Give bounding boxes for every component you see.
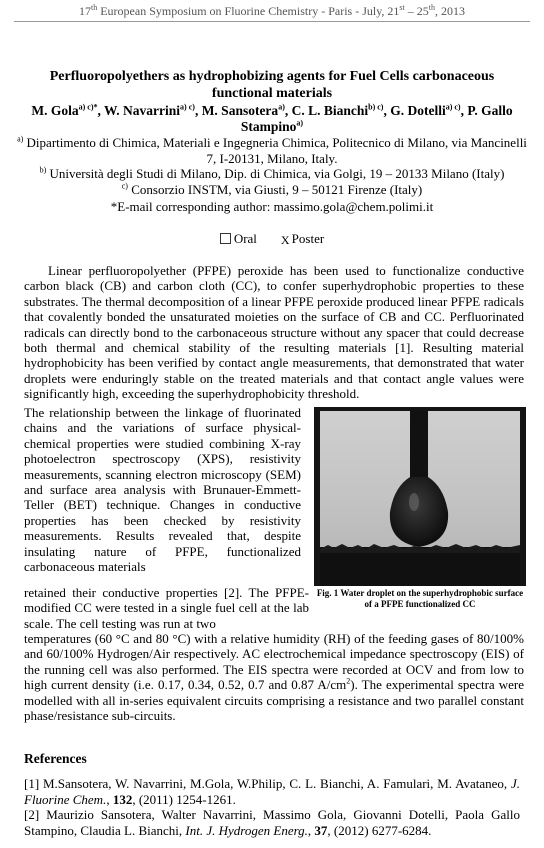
author: G. Dotelli$^{a) c)}$ [390,102,461,118]
presentation-type [0,231,544,247]
header-text: European Symposium on Fluorine Chemistry - Paris - July, 21 [97,4,400,18]
author: P. Gallo Stampino$^{a)}$ [240,103,513,134]
poster-label: Poster [291,231,325,246]
paragraph-1: Linear perfluoropolyether (PFPE) peroxide has been used to functionalize conductive carbon black (CB) and carbon cloth (CC), to confer superhydrophobic properties to these substrates. The thermal decomposition of a linear PFPE peroxide produced linear PFPE radicals that covalently bonded the unsaturated moieties on the surface of CB and CC. Perfluorinated radicals can directly bond to the carbonaceous structure without any spacer that could decrease both thermal and chemical stability of the resulting materials [1]. Resulting material hydrophobicity has been verified by contact angle measurements, that demonstrated that water droplets were enduringly stable on the treated materials and that contact angle values were significantly high, exceeding the superhydrophobicity threshold. [24,263,524,402]
paragraph-2-middle: retained their conductive properties [2]. The PFPE-modified CC were tested in a single fuel cell at the lab scale. The cell testing was run at two [24,585,309,631]
header-text: – 25 [404,4,429,18]
author: W. Navarrini$^{a) c)}$ [104,102,195,118]
paper-title: Perfluoropolyethers as hydrophobizing agents for Fuel Cells carbonaceous functional materials [49,69,495,101]
reference-1: [1] M.Sansotera, W. Navarrini, M.Gola, W.Philip, C. L. Bianchi, A. Famulari, M. Avataneo, J. Fluorine Chem., 132, (2011) 1254-1261. [24,776,520,807]
header-text: , 2013 [435,4,465,18]
header-divider [14,21,530,22]
conference-header [0,4,544,19]
header-text: 17 [78,4,91,18]
paragraph-2-wrapped: The relationship between the linkage of fluorinated chains and the variations of surface physical-chemical properties were studied combining X-ray photoelectron spectroscopy (XPS), resistivity measurements, scanning electron microscopy (SEM) and surface area analysis with Brunauer-Emmett-Teller (BET) technique. Changes in conductive properties has been checked by resistivity measurements. Results revealed that, despite insulating nature of PFPE, functionalized carbonaceous materials [24,405,301,575]
affiliation-c: $^{c)}$ Consorzio INSTM, via Giusti, 9 – 50121 Firenze (Italy) [121,181,423,197]
author-list: M. Gola$^{a) c)*}$, W. Navarrini$^{a) c)}$, M. Sansotera$^{a)}$, C. L. Bianchi$^{b) c)}$, G. Dotelli$^{a) c)}$, P. Gallo Stampino$^{a)}$ [31,102,513,134]
references-heading: References [24,751,87,766]
author: M. Sansotera$^{a)}$ [201,102,285,118]
author: C. L. Bianchi$^{b) c)}$ [291,102,384,118]
reference-2: [2] Maurizio Sansotera, Walter Navarrini, Massimo Gola, Giovanni Dotelli, Paola Gallo Stampino, Claudia L. Bianchi, Int. J. Hydrogen Energ., 37, (2012) 6277-6284. [24,807,520,838]
paragraph-2-full: temperatures (60 °C and 80 °C) with a relative humidity (RH) of the feeding gases of 80/100% and 60/100% Hydrogen/Air respectively. AC electrochemical impedance spectroscopy (EIS) of the running cell was also performed. The EIS spectra were recorded at OCV and from low to high current density (i.e. 0.17, 0.34, 0.52, 0.7 and 0.87 $A/cm^2$). The experimental spectra were modelled with all in-series equivalent circuits comprising a resistance and two parallel constant phase/resistance sub-circuits. [24,631,524,724]
droplet-image [314,407,526,586]
author: M. Gola$^{a) c)*}$ [31,102,98,118]
oral-checkbox [220,233,231,244]
header-sup: th [90,3,98,12]
figure-caption: Fig. 1 Water droplet on the superhydrophobic surface of a PFPE functionalized CC [316,588,524,609]
affiliation-b: $^{b)}$ Università degli Studi di Milano, Dip. di Chimica, via Golgi, 19 – 20133 Milano (Italy) [39,165,505,181]
header-sup: st [399,3,405,12]
oral-label: Oral [233,231,257,246]
header-sup: th [428,3,435,12]
corresponding-email: *E-mail corresponding author: massimo.gola@chem.polimi.it [110,199,434,214]
affiliation-a: $^{a)}$ Dipartimento di Chimica, Materiali e Ingegneria Chimica, Politecnico di Milano, via Mancinelli 7, I-20131, Milano, Italy. [17,134,527,166]
poster-checkbox: X [280,233,290,247]
water-droplet-figure [314,407,526,586]
